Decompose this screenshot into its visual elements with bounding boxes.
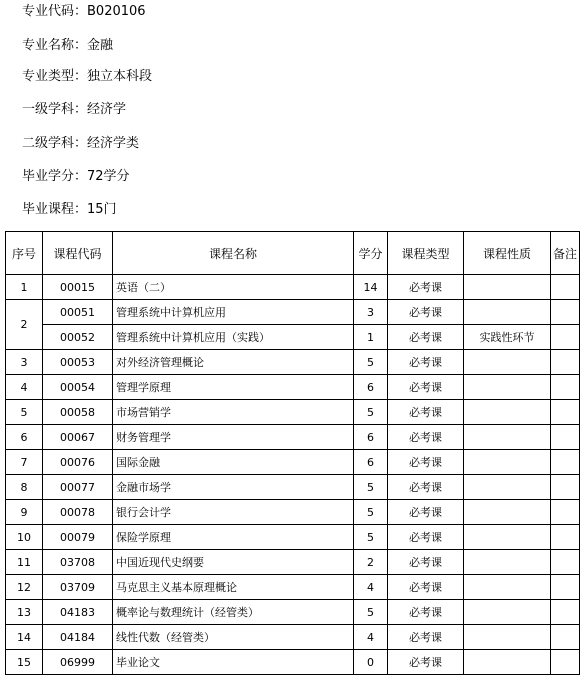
table-row [6, 450, 580, 475]
cell-note [551, 275, 580, 300]
cell-nature [464, 450, 551, 475]
cell-code: 00052 [43, 325, 113, 350]
table-row [6, 575, 580, 600]
table-row [6, 425, 580, 450]
table-row [6, 350, 580, 375]
cell-name: 管理系统中计算机应用 [113, 300, 354, 325]
cell-code: 00015 [43, 275, 113, 300]
table-row [6, 300, 580, 325]
cell-credit: 3 [354, 300, 388, 325]
cell-credit: 6 [354, 450, 388, 475]
cell-code: 00077 [43, 475, 113, 500]
cell-name: 毕业论文 [113, 650, 354, 675]
cell-nature [464, 625, 551, 650]
cell-name: 马克思主义基本原理概论 [113, 575, 354, 600]
major-type: 专业类型：独立本科段 [22, 69, 153, 84]
cell-name: 银行会计学 [113, 500, 354, 525]
cell-credit: 5 [354, 525, 388, 550]
cell-nature [464, 350, 551, 375]
cell-name: 中国近现代史纲要 [113, 550, 354, 575]
cell-no: 6 [6, 425, 43, 450]
header-credit: 学分 [354, 232, 388, 275]
cell-no: 10 [6, 525, 43, 550]
cell-note [551, 325, 580, 350]
cell-no: 9 [6, 500, 43, 525]
cell-name: 对外经济管理概论 [113, 350, 354, 375]
cell-credit: 4 [354, 575, 388, 600]
cell-nature [464, 475, 551, 500]
cell-code: 00054 [43, 375, 113, 400]
table-row [6, 500, 580, 525]
cell-code: 03709 [43, 575, 113, 600]
cell-note [551, 525, 580, 550]
graduation-courses: 毕业课程：15门 [22, 202, 117, 217]
cell-name: 市场营销学 [113, 400, 354, 425]
cell-type: 必考课 [388, 325, 464, 350]
cell-no: 13 [6, 600, 43, 625]
table-row [6, 475, 580, 500]
table-row [6, 600, 580, 625]
cell-no: 12 [6, 575, 43, 600]
cell-note [551, 650, 580, 675]
header-course-type: 课程类型 [388, 232, 464, 275]
cell-code: 00078 [43, 500, 113, 525]
cell-note [551, 600, 580, 625]
cell-credit: 2 [354, 550, 388, 575]
cell-credit: 5 [354, 475, 388, 500]
table-row [6, 375, 580, 400]
cell-type: 必考课 [388, 575, 464, 600]
cell-nature [464, 600, 551, 625]
cell-type: 必考课 [388, 475, 464, 500]
cell-note [551, 350, 580, 375]
graduation-credits: 毕业学分：72学分 [22, 169, 130, 184]
primary-discipline: 一级学科：经济学 [22, 102, 127, 117]
cell-nature [464, 550, 551, 575]
header-note: 备注 [551, 232, 580, 275]
cell-no: 5 [6, 400, 43, 425]
cell-type: 必考课 [388, 650, 464, 675]
secondary-discipline: 二级学科：经济学类 [22, 136, 140, 151]
cell-no: 2 [6, 300, 43, 350]
cell-code: 00053 [43, 350, 113, 375]
major-code: 专业代码：B020106 [22, 4, 146, 19]
cell-note [551, 425, 580, 450]
cell-code: 00067 [43, 425, 113, 450]
cell-nature [464, 300, 551, 325]
cell-name: 英语（二） [113, 275, 354, 300]
header-course-name: 课程名称 [113, 232, 354, 275]
cell-note [551, 450, 580, 475]
cell-nature [464, 275, 551, 300]
cell-credit: 1 [354, 325, 388, 350]
cell-nature [464, 525, 551, 550]
cell-type: 必考课 [388, 425, 464, 450]
cell-type: 必考课 [388, 550, 464, 575]
table-header-row [6, 232, 580, 275]
cell-no: 1 [6, 275, 43, 300]
header-no: 序号 [6, 232, 43, 275]
cell-no: 7 [6, 450, 43, 475]
cell-name: 财务管理学 [113, 425, 354, 450]
cell-note [551, 575, 580, 600]
table-row [6, 650, 580, 675]
cell-no: 8 [6, 475, 43, 500]
cell-no: 11 [6, 550, 43, 575]
cell-name: 管理学原理 [113, 375, 354, 400]
cell-note [551, 300, 580, 325]
cell-code: 00058 [43, 400, 113, 425]
cell-no: 14 [6, 625, 43, 650]
cell-code: 06999 [43, 650, 113, 675]
cell-note [551, 500, 580, 525]
cell-credit: 6 [354, 425, 388, 450]
cell-code: 00051 [43, 300, 113, 325]
cell-credit: 0 [354, 650, 388, 675]
cell-type: 必考课 [388, 600, 464, 625]
cell-no: 15 [6, 650, 43, 675]
course-table [5, 231, 580, 675]
table-row [6, 525, 580, 550]
table-row [6, 275, 580, 300]
cell-type: 必考课 [388, 500, 464, 525]
major-name: 专业名称：金融 [22, 38, 114, 53]
cell-nature [464, 650, 551, 675]
cell-note [551, 375, 580, 400]
cell-credit: 4 [354, 625, 388, 650]
header-course-code: 课程代码 [43, 232, 113, 275]
cell-name: 线性代数（经管类） [113, 625, 354, 650]
cell-name: 保险学原理 [113, 525, 354, 550]
table-row [6, 400, 580, 425]
cell-note [551, 400, 580, 425]
cell-type: 必考课 [388, 300, 464, 325]
cell-type: 必考课 [388, 450, 464, 475]
cell-credit: 5 [354, 500, 388, 525]
cell-note [551, 550, 580, 575]
cell-no: 3 [6, 350, 43, 375]
cell-credit: 14 [354, 275, 388, 300]
cell-note [551, 625, 580, 650]
cell-nature: 实践性环节 [464, 325, 551, 350]
cell-note [551, 475, 580, 500]
cell-name: 金融市场学 [113, 475, 354, 500]
cell-code: 03708 [43, 550, 113, 575]
header-course-nature: 课程性质 [464, 232, 551, 275]
cell-name: 国际金融 [113, 450, 354, 475]
cell-no: 4 [6, 375, 43, 400]
cell-type: 必考课 [388, 275, 464, 300]
cell-type: 必考课 [388, 625, 464, 650]
cell-code: 00076 [43, 450, 113, 475]
cell-type: 必考课 [388, 525, 464, 550]
cell-nature [464, 375, 551, 400]
cell-code: 00079 [43, 525, 113, 550]
cell-credit: 5 [354, 400, 388, 425]
cell-nature [464, 500, 551, 525]
cell-name: 概率论与数理统计（经管类） [113, 600, 354, 625]
cell-type: 必考课 [388, 350, 464, 375]
cell-type: 必考课 [388, 400, 464, 425]
cell-nature [464, 425, 551, 450]
table-row [6, 625, 580, 650]
cell-nature [464, 575, 551, 600]
cell-nature [464, 400, 551, 425]
cell-code: 04184 [43, 625, 113, 650]
cell-type: 必考课 [388, 375, 464, 400]
cell-credit: 5 [354, 600, 388, 625]
cell-credit: 6 [354, 375, 388, 400]
cell-code: 04183 [43, 600, 113, 625]
cell-credit: 5 [354, 350, 388, 375]
table-row [6, 550, 580, 575]
cell-name: 管理系统中计算机应用（实践） [113, 325, 354, 350]
table-row [6, 325, 580, 350]
